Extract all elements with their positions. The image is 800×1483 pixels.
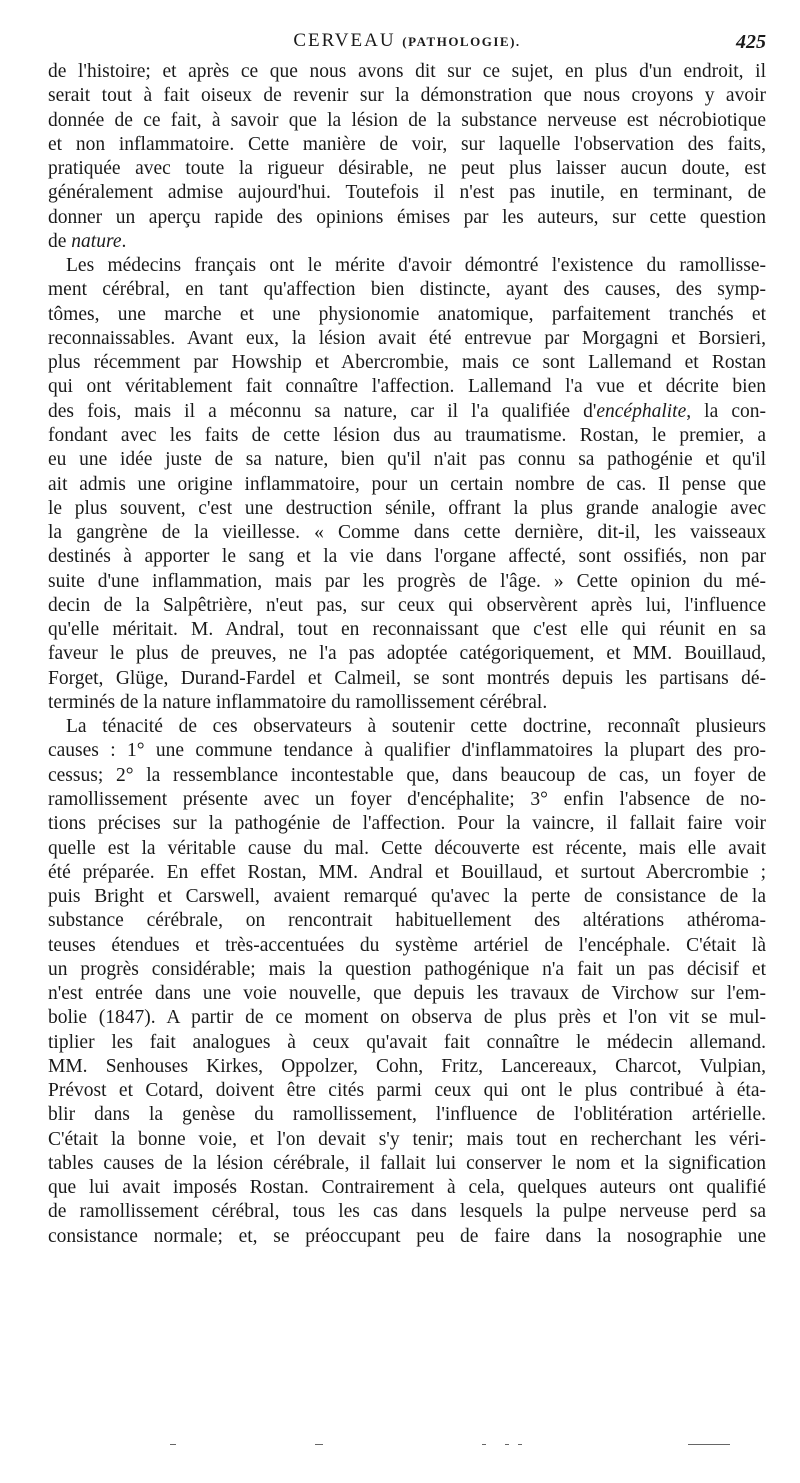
running-title [48, 30, 766, 52]
text-line: ment cérébral, en tant qu'affection bien distincte, ayant des causes, des symp- [48, 279, 766, 301]
text-line: quelle est la véritable cause du mal. Cette découverte est récente, mais elle avait [48, 837, 766, 859]
text-line: Les médecins français ont le mérite d'avoir démontré l'existence du ramollisse- [66, 255, 766, 277]
text-line: destinés à apporter le sang et la vie dans l'organe affecté, sont ossifiés, non par [48, 546, 766, 568]
text-line: de nature. [48, 230, 127, 252]
italic-term: encéphalite [596, 400, 687, 422]
text-line: qu'elle méritait. M. Andral, tout en reconnaissant que c'est elle qui réunit en sa [48, 619, 766, 641]
text-line: serait tout à fait oiseux de revenir sur la démonstration que nous croyons y avoir [48, 85, 766, 107]
text-line: été préparée. En effet Rostan, MM. Andral et Bouillaud, et surtout Abercrombie ; [48, 861, 766, 883]
text-line: ait admis une origine inflammatoire, pour un certain nombre de cas. Il pense que [48, 473, 766, 495]
text-line: puis Bright et Carswell, avaient remarqué qu'avec la perte de consistance de la [48, 886, 766, 908]
text-line: généralement admise aujourd'hui. Toutefois il n'est pas inutile, en terminant, de [48, 182, 766, 204]
chapter-title: CERVEAU [293, 30, 396, 51]
text-line: des fois, mais il a méconnu sa nature, car il l'a qualifiée d'encéphalite, la con- [48, 400, 766, 422]
print-mark [170, 1444, 176, 1445]
print-mark [518, 1444, 522, 1445]
text-line: tiplier les fait analogues à ceux qu'avait fait connaître le médecin allemand. [48, 1031, 766, 1053]
page-number: 425 [736, 31, 766, 53]
running-head [48, 30, 766, 60]
text-line: consistance normale; et, se préoccupant peu de faire dans la nosographie une [48, 1225, 766, 1247]
print-mark [505, 1444, 509, 1445]
text-line: donner un aperçu rapide des opinions émises par les auteurs, sur cette question [48, 206, 766, 228]
text-line: C'était la bonne voie, et l'on devait s'y tenir; mais tout en recherchant les véri- [48, 1128, 766, 1150]
print-mark [482, 1444, 486, 1445]
text-line: causes : 1° une commune tendance à qualifier d'inflammatoires la plupart des pro- [48, 740, 766, 762]
text-line: substance cérébrale, on rencontrait habituellement des altérations athéroma- [48, 910, 766, 932]
text-line: fondant avec les faits de cette lésion dus au traumatisme. Rostan, le premier, a [48, 424, 766, 446]
section-subtitle: (PATHOLOGIE). [402, 34, 521, 49]
text-line: un progrès considérable; mais la question pathogénique n'a fait un pas décisif et [48, 958, 766, 980]
text-line: Prévost et Cotard, doivent être cités parmi ceux qui ont le plus contribué à éta- [48, 1080, 766, 1102]
text-line: faveur le plus de preuves, ne l'a pas adoptée catégoriquement, et MM. Bouillaud, [48, 643, 766, 665]
print-mark [688, 1444, 730, 1445]
print-artifacts [170, 1440, 730, 1450]
text-line: suite d'une inflammation, mais par les progrès de l'âge. » Cette opinion du mé- [48, 570, 766, 592]
text-line: n'est entrée dans une voie nouvelle, que depuis les travaux de Virchow sur l'em- [48, 983, 766, 1005]
text-line: eu une idée juste de sa nature, bien qu'il n'ait pas connu sa pathogénie et qu'il [48, 449, 766, 471]
text-line: decin de la Salpêtrière, n'eut pas, sur ceux qui observèrent après lui, l'influence [48, 594, 766, 616]
text-line: teuses étendues et très-accentuées du système artériel de l'encéphale. C'était là [48, 934, 766, 956]
text-line: La ténacité de ces observateurs à soutenir cette doctrine, reconnaît plusieurs [66, 716, 766, 738]
text-line: de ramollissement cérébral, tous les cas dans lesquels la pulpe nerveuse perd sa [48, 1201, 766, 1223]
text-line: tômes, une marche et une physionomie anatomique, parfaitement tranchés et [48, 303, 766, 325]
text-line: MM. Senhouses Kirkes, Oppolzer, Cohn, Fritz, Lancereaux, Charcot, Vulpian, [48, 1055, 766, 1077]
text-line: reconnaissables. Avant eux, la lésion avait été entrevue par Morgagni et Borsieri, [48, 327, 766, 349]
body-text [48, 60, 766, 1249]
text-line: tables causes de la lésion cérébrale, il fallait lui conserver le nom et la signification [48, 1152, 766, 1174]
text-line: pratiquée avec toute la rigueur désirable, ne peut plus laisser aucun doute, est [48, 158, 766, 180]
text-line: et non inflammatoire. Cette manière de voir, sur laquelle l'observation des faits, [48, 133, 766, 155]
text-line: de l'histoire; et après ce que nous avons dit sur ce sujet, en plus d'un endroit, il [48, 61, 766, 82]
text-line: Forget, Glüge, Durand-Fardel et Calmeil, se sont montrés depuis les partisans dé- [48, 667, 766, 689]
text-line: ramollissement présente avec un foyer d'encéphalite; 3° enfin l'absence de no- [48, 788, 766, 810]
text-line: tions précises sur la pathogénie de l'affection. Pour la vaincre, il fallait faire voir [48, 813, 766, 835]
text-line: blir dans la genèse du ramollissement, l'influence de l'oblitération artérielle. [48, 1104, 766, 1126]
text-line: la gangrène de la vieillesse. « Comme dans cette dernière, dit-il, les vaisseaux [48, 522, 766, 544]
text-line: que lui avait imposés Rostan. Contrairement à cela, quelques auteurs ont qualifié [48, 1177, 766, 1199]
text-line: plus récemment par Howship et Abercrombie, mais ce sont Lallemand et Rostan [48, 352, 766, 374]
text-line: qui ont véritablement fait connaître l'affection. Lallemand l'a vue et décrite bien [48, 376, 766, 398]
text-line: cessus; 2° la ressemblance incontestable que, dans beaucoup de cas, un foyer de [48, 764, 766, 786]
text-line: bolie (1847). A partir de ce moment on observa de plus près et l'on vit se mul- [48, 1007, 766, 1029]
text-line: terminés de la nature inflammatoire du ramollissement cérébral. [48, 691, 548, 713]
print-mark [315, 1444, 323, 1445]
text-line: le plus souvent, c'est une destruction sénile, offrant la plus grande analogie avec [48, 497, 766, 519]
text-line: donnée de ce fait, à savoir que la lésion de la substance nerveuse est nécrobiotique [48, 109, 766, 131]
italic-term: nature [71, 230, 122, 252]
